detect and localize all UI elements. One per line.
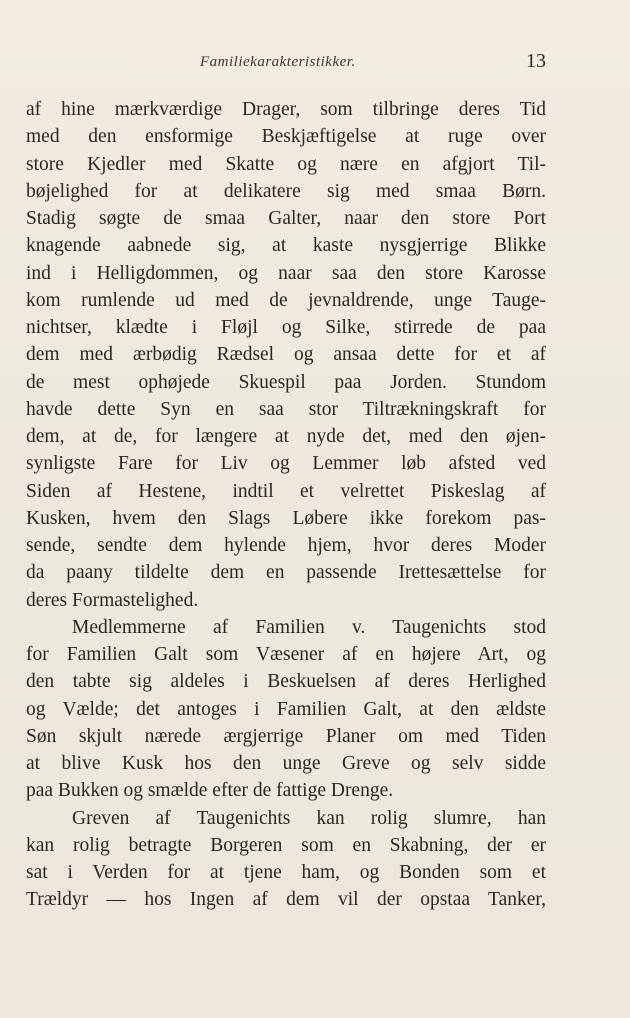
text-line: nichtser, klædte i Fløjl og Silke, stirrede de paa (26, 317, 546, 338)
text-line: knagende aabnede sig, at kaste nysgjerrige Blikke (26, 235, 546, 257)
body-text (26, 96, 546, 914)
text-line: den tabte sig aldeles i Beskuelsen af deres Herlighed (26, 671, 546, 693)
text-line: kom rumlende ud med de jevnaldrende, unge Tauge- (26, 289, 546, 311)
text-line: dem med ærbødig Rædsel og ansaa dette for et af (26, 344, 546, 366)
text-line: og Vælde; det antoges i Familien Galt, at den ældste (26, 698, 546, 720)
text-line: med den ensformige Beskjæftigelse at ruge over (26, 126, 546, 148)
text-line: for Familien Galt som Væsener af en højere Art, og (26, 644, 546, 665)
text-line: synligste Fare for Liv og Lemmer løb afsted ved (26, 453, 546, 475)
text-line: Greven af Taugenichts kan rolig slumre, han (72, 807, 546, 829)
text-line: Medlemmerne af Familien v. Taugenichts stod (72, 616, 546, 638)
text-line: deres Formastelighed. (26, 589, 199, 611)
text-line: store Kjedler med Skatte og nære en afgjort Til- (26, 153, 546, 175)
text-line: havde dette Syn en saa stor Tiltrækningskraft for (26, 398, 546, 420)
text-line: da paany tildelte dem en passende Irettesættelse for (26, 562, 546, 584)
text-line: kan rolig betragte Borgeren som en Skabning, der er (26, 834, 546, 856)
text-line: Kusken, hvem den Slags Løbere ikke forekom pas- (26, 507, 546, 529)
running-title: Familiekarakteristikker. (200, 54, 356, 70)
page-number: 13 (526, 50, 546, 72)
text-line: Trældyr — hos Ingen af dem vil der opstaa Tanker, (26, 889, 546, 911)
text-line: paa Bukken og smælde efter de fattige Drenge. (26, 780, 394, 802)
running-head (26, 50, 546, 74)
text-line: dem, at de, for længere at nyde det, med den øjen- (26, 426, 546, 447)
text-line: sat i Verden for at tjene ham, og Bonden som et (26, 862, 546, 883)
text-line: de mest ophøjede Skuespil paa Jorden. Stundom (26, 371, 546, 393)
text-line: Stadig søgte de smaa Galter, naar den store Port (26, 208, 546, 229)
text-line: bøjelighed for at delikatere sig med smaa Børn. (26, 180, 546, 202)
text-line: ind i Helligdommen, og naar saa den store Karosse (26, 262, 546, 284)
text-line: sende, sendte dem hylende hjem, hvor deres Moder (26, 535, 546, 556)
text-line: af hine mærkværdige Drager, som tilbringe deres Tid (26, 99, 546, 120)
text-line: at blive Kusk hos den unge Greve og selv sidde (26, 753, 546, 774)
text-line: Søn skjult nærede ærgjerrige Planer om med Tiden (26, 725, 546, 747)
text-line: Siden af Hestene, indtil et velrettet Piskeslag af (26, 480, 546, 502)
